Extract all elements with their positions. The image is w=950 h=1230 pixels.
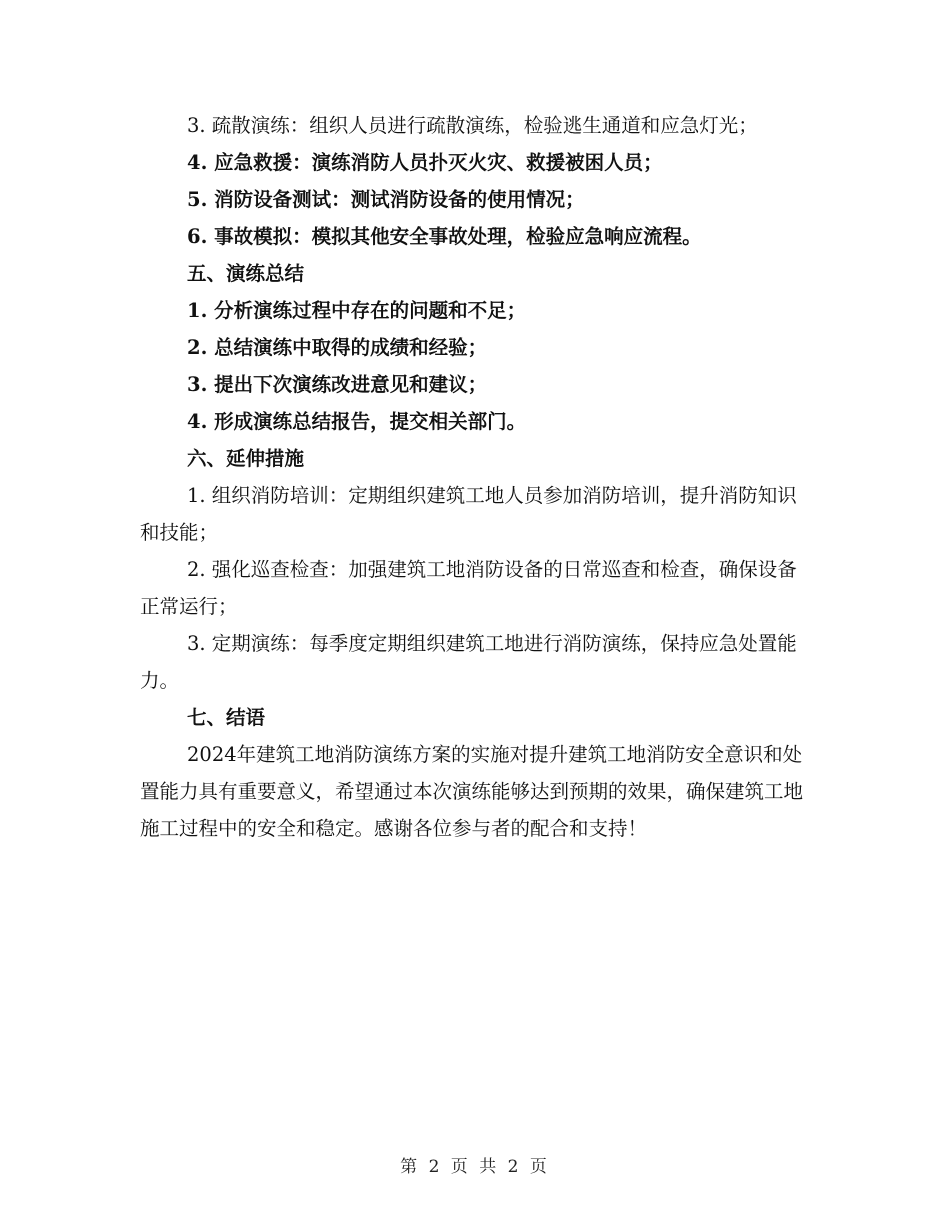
conclusion-paragraph	[140, 736, 810, 847]
section-heading: 五、演练总结	[187, 262, 305, 285]
conclusion-text: 2024年建筑工地消防演练方案的实施对提升建筑工地消防安全意识和处置能力具有重要意义，希望通过本次演练能够达到预期的效果，确保建筑工地施工过程中的安全和稳定。感谢各位参与者的配合和支持！	[140, 743, 804, 840]
list-item-text: 1. 组织消防培训：定期组织建筑工地人员参加消防培训，提升消防知识和技能；	[140, 484, 797, 544]
list-item-text: 3. 定期演练：每季度定期组织建筑工地进行消防演练，保持应急处置能力。	[140, 632, 797, 692]
list-item: 6. 事故模拟：模拟其他安全事故处理，检验应急响应流程。	[187, 225, 702, 248]
section-heading: 七、结语	[187, 706, 266, 729]
list-item	[140, 477, 810, 551]
list-item: 4. 应急救援：演练消防人员扑灭火灾、救援被困人员；	[187, 151, 663, 174]
list-item: 5. 消防设备测试：测试消防设备的使用情况；	[187, 188, 585, 211]
section-heading: 六、延伸措施	[187, 447, 305, 470]
document-body	[140, 107, 810, 847]
list-item: 3. 提出下次演练改进意见和建议；	[187, 373, 488, 396]
page-number: 第 2 页 共 2 页	[400, 1157, 550, 1177]
list-item	[140, 625, 810, 699]
list-item: 3. 疏散演练：组织人员进行疏散演练，检验逃生通道和应急灯光；	[187, 114, 758, 137]
list-item: 4. 形成演练总结报告，提交相关部门。	[187, 410, 527, 433]
list-item-text: 2. 强化巡查检查：加强建筑工地消防设备的日常巡查和检查，确保设备正常运行；	[140, 558, 797, 618]
list-item: 1. 分析演练过程中存在的问题和不足；	[187, 299, 527, 322]
list-item	[140, 551, 810, 625]
list-item: 2. 总结演练中取得的成绩和经验；	[187, 336, 488, 359]
